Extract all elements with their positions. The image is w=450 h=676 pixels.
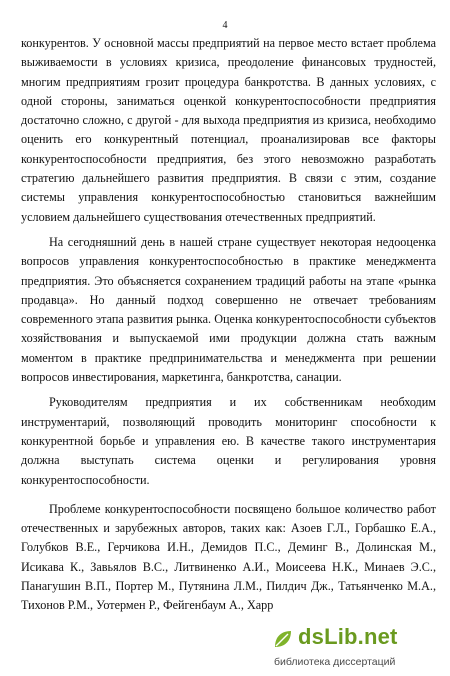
dslib-watermark[interactable]	[268, 624, 446, 674]
paragraph-1: конкурентов. У основной массы предприятий на первое место встает проблема выживаемости в условиях кризиса, преодоление финансовых трудностей, многим предприятиям грозит процедура банкротства. В данных условиях, с одной стороны, заниматься оценкой конкурентоспособности предприятия достаточно сложно, с другой - для выхода предприятия из кризиса, необходимо оценить его конкурентный потенциал, проанализировав все факторы конкурентоспособности предприятия, без этого невозможно разработать стратегию дальнейшего развития предприятия. В связи с этим, создание системы управления конкурентоспособностью становиться важнейшим условием дальнейшего существования отечественных предприятий.	[21, 36, 436, 224]
document-body	[21, 34, 436, 616]
watermark-tagline: библиотека диссертаций	[274, 656, 396, 668]
page-number: 4	[222, 20, 228, 31]
paragraph-3: Руководителям предприятия и их собственникам необходим инструментарий, позволяющий проводить мониторинг способности к конкурентной борьбе и управления ею. В качестве такого инструментария должна выступать система оценки и регулирования уровня конкурентоспособности.	[21, 395, 436, 487]
paragraph-4: Проблеме конкурентоспособности посвящено большое количество работ отечественных и зарубежных авторов, таких как: Азоев Г.Л., Горбашко Е.А., Голубков В.Е., Герчикова И.Н., Демидов П.С., Деминг В., Долинская М., Исикава К., Завьялов В.С., Литвиненко А.И., Моисеева Н.К., Минаев Э.С., Панагушин В.П., Портер М., Путянина Л.М., Пилдич Дж., Татьянченко М.А., Тихонов Р.М., Уотермен Р., Фейгенбаум А., Харр	[21, 501, 436, 613]
watermark-brand: dsLib.net	[298, 624, 398, 649]
leaf-logo-icon	[272, 628, 294, 650]
paragraph-2: На сегодняшний день в нашей стране существует некоторая недооценка вопросов управления конкурентоспособностью в практике менеджмента предприятия. Это объясняется сохранением традиций работы на этапе «рынка продавца». Но данный подход совершенно не отвечает требованиям современного этапа развития рынка. Оценка конкурентоспособности субъектов хозяйствования и выпускаемой ими продукции должна стать важным моментом в практике предпринимательства и менеджмента при решении вопросов инвестирования, маркетинга, банкротства, санации.	[21, 234, 436, 385]
